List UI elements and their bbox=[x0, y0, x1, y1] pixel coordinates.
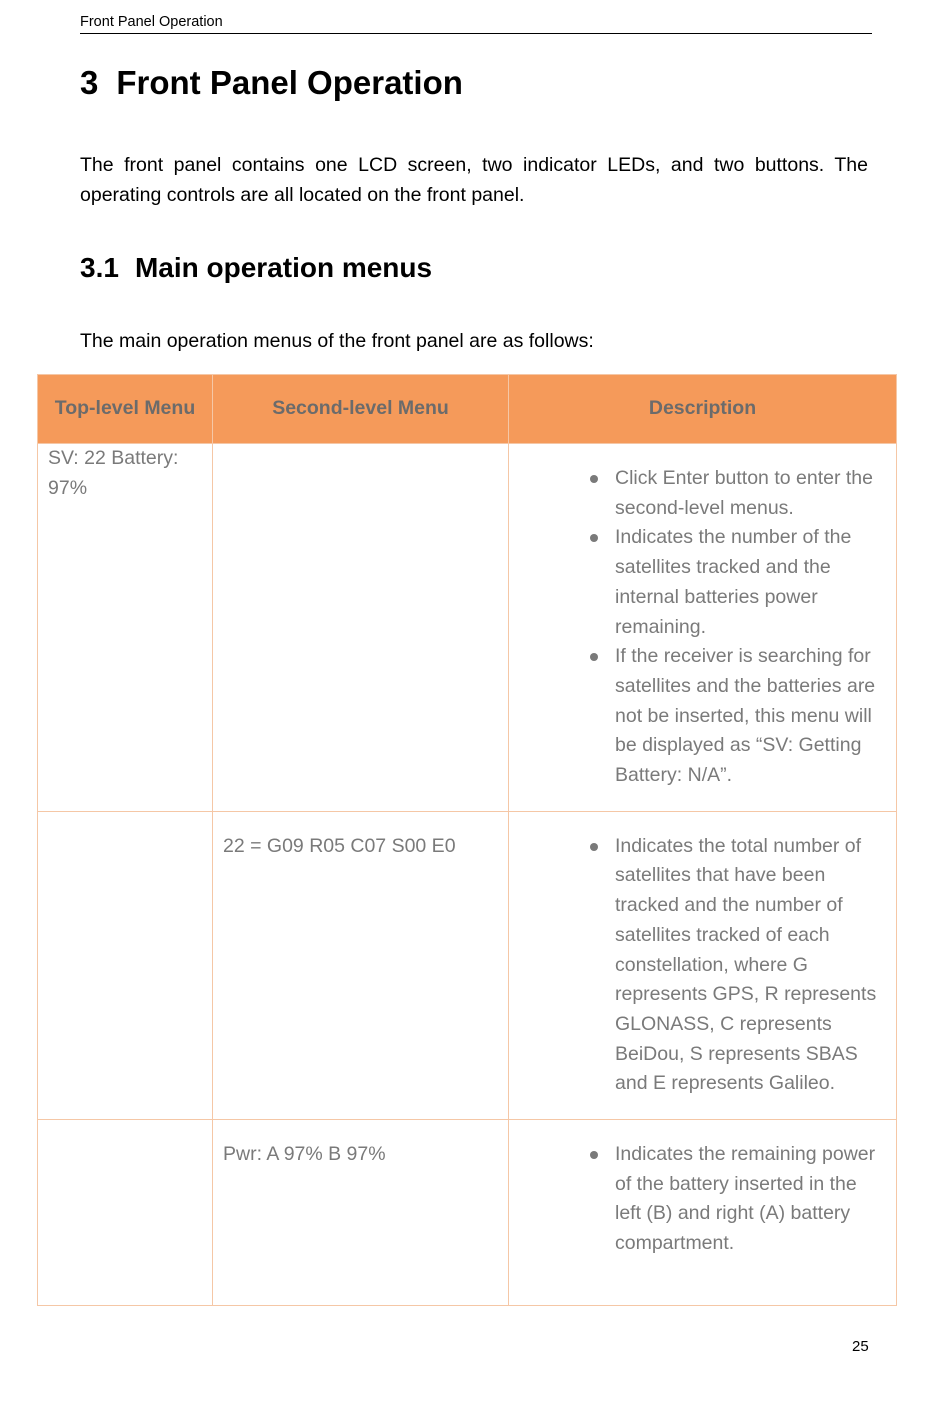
intro-paragraph: The front panel contains one LCD screen, two indicator LEDs, and two buttons. The operating controls are all located on the front panel. bbox=[80, 154, 868, 206]
description-list bbox=[509, 812, 896, 1119]
second-level-menu-text bbox=[213, 444, 508, 464]
description-list bbox=[509, 1120, 896, 1279]
description-item: Indicates the number of the satellites tracked and the internal batteries power remaining. bbox=[509, 523, 888, 642]
description-item: Indicates the remaining power of the battery inserted in the left (B) and right (A) battery compartment. bbox=[509, 1140, 888, 1259]
menu-table bbox=[37, 374, 897, 1306]
second-level-menu-text: Pwr: A 97% B 97% bbox=[223, 1143, 386, 1166]
second-level-menu-text: 22 = G09 R05 C07 S00 E0 bbox=[223, 834, 456, 857]
table-header-row bbox=[38, 375, 897, 444]
description-item: Indicates the total number of satellites that have been tracked and the number of satellites tracked of each constellation, where G represents GPS, R represents GLONASS, C represents BeiDou, S represents SBAS and E represents Galileo. bbox=[509, 832, 888, 1099]
section-number: 3.1 bbox=[80, 252, 119, 283]
description-list bbox=[509, 444, 896, 811]
section-title-text: Main operation menus bbox=[134, 252, 433, 283]
running-header: Front Panel Operation bbox=[80, 12, 872, 34]
top-level-cell bbox=[38, 811, 213, 1119]
chapter-number: 3 bbox=[80, 64, 99, 101]
page-number: 25 bbox=[852, 1338, 869, 1355]
top-level-menu-text: SV: 22 Battery: 97% bbox=[48, 447, 179, 499]
section-title bbox=[80, 248, 432, 288]
second-level-cell bbox=[213, 811, 509, 1119]
header-second-level-menu: Second-level Menu bbox=[213, 375, 509, 444]
description-item: If the receiver is searching for satellites and the batteries are not be inserted, this menu will be displayed as “SV: Getting Battery: N/A”. bbox=[509, 642, 888, 791]
table-row bbox=[38, 811, 897, 1119]
description-cell bbox=[509, 1120, 897, 1306]
second-level-cell bbox=[213, 444, 509, 812]
chapter-title-text: Front Panel Operation bbox=[116, 64, 463, 101]
description-cell bbox=[509, 444, 897, 812]
table-row bbox=[38, 444, 897, 812]
table-row bbox=[38, 1120, 897, 1306]
top-level-cell bbox=[38, 1120, 213, 1306]
header-description: Description bbox=[509, 375, 897, 444]
lead-paragraph: The main operation menus of the front panel are as follows: bbox=[80, 330, 594, 352]
top-level-menu-text bbox=[38, 1120, 212, 1140]
description-cell bbox=[509, 811, 897, 1119]
chapter-title bbox=[80, 60, 463, 106]
description-item: Click Enter button to enter the second-level menus. bbox=[509, 464, 888, 523]
top-level-menu-text bbox=[38, 812, 212, 832]
second-level-cell bbox=[213, 1120, 509, 1306]
header-top-level-menu: Top-level Menu bbox=[38, 375, 213, 444]
top-level-cell bbox=[38, 444, 213, 812]
